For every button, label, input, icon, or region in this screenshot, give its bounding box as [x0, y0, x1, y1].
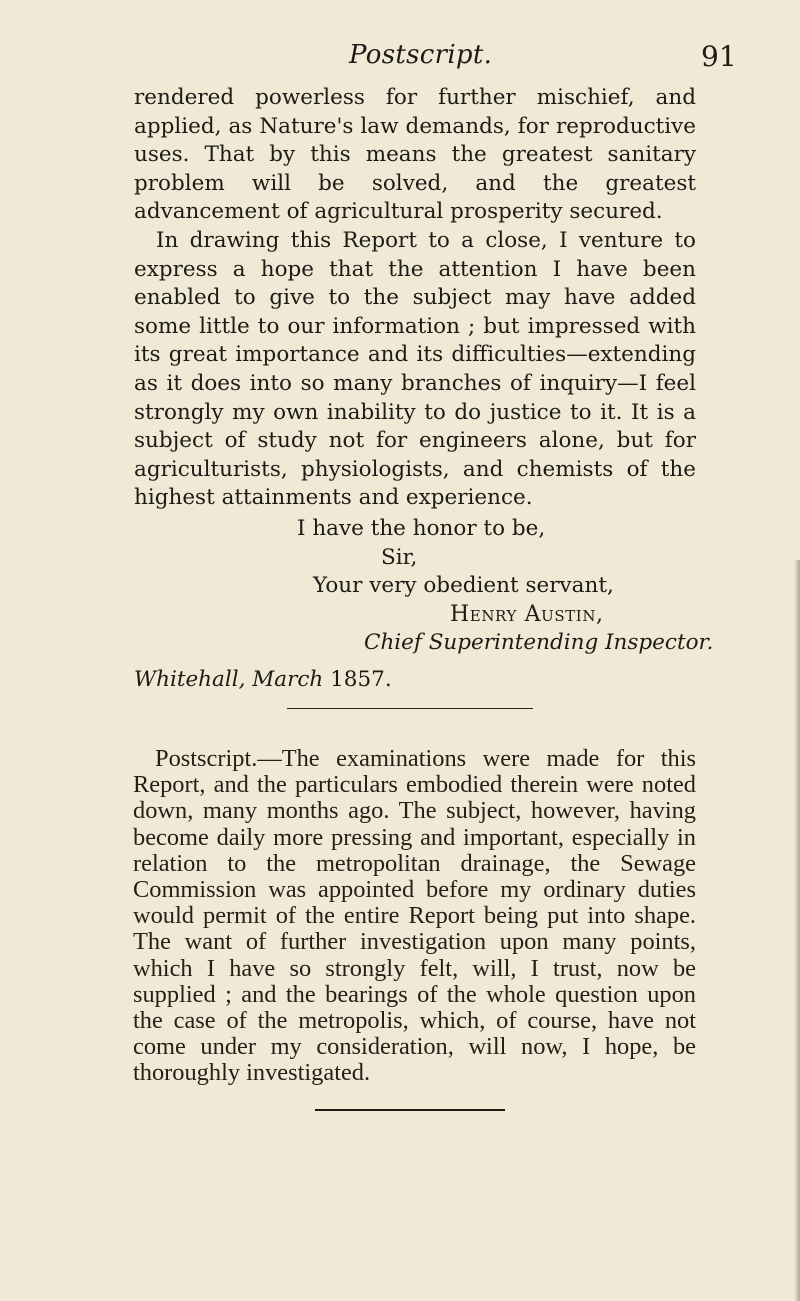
- page-number: 91: [701, 40, 737, 73]
- closing-line-servant: Your very obedient servant,: [313, 573, 614, 599]
- paragraph-closing-remarks: In drawing this Report to a close, I venture to express a hope that the attention I have been enabled to give to the subject may have added some little to our information ; but impressed with its great importance and its difficulties—extending as it does into so many branches of inquiry—I feel strongly my own inability to do justice to it. It is a subject of study not for engineers alone, but for agriculturists, physiologists, and chemists of the highest attainments and experience.: [134, 227, 696, 511]
- signature-name: Henry Austin,: [450, 601, 604, 627]
- dateline: [134, 666, 696, 695]
- postscript-section: [133, 746, 696, 1087]
- running-head: Postscript.: [349, 40, 493, 70]
- dateline-year: 1857.: [330, 666, 392, 692]
- section-divider: [287, 708, 533, 709]
- page-header: [0, 40, 800, 80]
- report-body: [134, 84, 714, 694]
- postscript-paragraph: Postscript.—The examinations were made for this Report, and the particulars embodied therein were noted down, many months ago. The subject, however, having become daily more pressing and important, especially in relation to the metropolitan drainage, the Sewage Commission was appointed before my ordinary duties would permit of the entire Report being put into shape. The want of further investigation upon many points, which I have so strongly felt, will, I trust, now be supplied ; and the bearings of the whole question upon the case of the metropolis, which, of course, have not come under my consideration, will now, I hope, be thoroughly investigated.: [133, 745, 696, 1087]
- page-edge-shadow: [794, 560, 800, 1301]
- letter-closing: [134, 515, 714, 658]
- closing-line-honor: I have the honor to be,: [297, 515, 546, 541]
- dateline-place: Whitehall, March: [134, 666, 324, 692]
- signature-title: Chief Superintending Inspector.: [364, 630, 714, 656]
- paragraph-continuation: rendered powerless for further mischief, and applied, as Nature's law demands, for reproductive uses. That by this means the greatest sanitary problem will be solved, and the greatest advancement of agricultural prosperity secured.: [134, 85, 696, 225]
- closing-line-salutation: Sir,: [381, 544, 418, 570]
- closing-rule: [315, 1109, 505, 1111]
